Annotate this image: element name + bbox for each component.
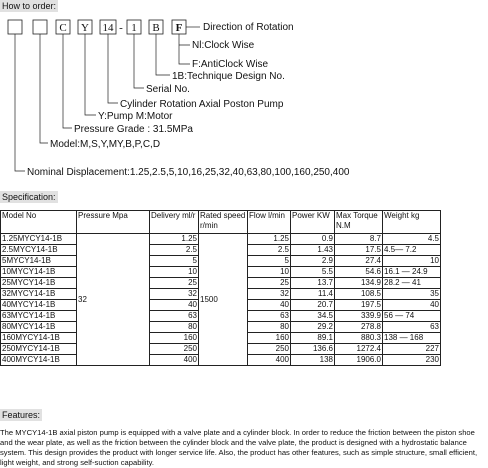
cell-model: 40MYCY14-1B — [1, 300, 77, 311]
cell-delivery: 160 — [150, 333, 199, 344]
cell-flow: 5 — [248, 256, 291, 267]
cell-delivery: 10 — [150, 267, 199, 278]
cell-torque: 278.8 — [335, 322, 383, 333]
cell-delivery: 80 — [150, 322, 199, 333]
features-heading: Features: — [2, 410, 41, 420]
cell-power: 0.9 — [291, 234, 335, 245]
header-delivery: Delivery ml/r — [150, 211, 199, 234]
code-box-model — [33, 20, 47, 34]
annotation-direction: Direction of Rotation — [203, 22, 294, 33]
cell-torque: 8.7 — [335, 234, 383, 245]
code-box-c-text: C — [59, 22, 67, 34]
cell-weight: 63 — [383, 322, 441, 333]
cell-power: 13.7 — [291, 278, 335, 289]
cell-delivery: 250 — [150, 344, 199, 355]
cell-flow: 1.25 — [248, 234, 291, 245]
annotation-serial: Serial No. — [146, 84, 190, 95]
cell-weight: 230 — [383, 355, 441, 366]
cell-model: 5MYCY14-1B — [1, 256, 77, 267]
cell-weight: 56 — 74 — [383, 311, 441, 322]
cell-power: 20.7 — [291, 300, 335, 311]
cell-power: 136.6 — [291, 344, 335, 355]
cell-model: 10MYCY14-1B — [1, 267, 77, 278]
cell-flow: 25 — [248, 278, 291, 289]
code-separator: - — [119, 22, 123, 34]
cell-torque: 108.5 — [335, 289, 383, 300]
header-max-torque: Max Torque N.M — [335, 211, 383, 234]
specification-table — [0, 210, 441, 366]
cell-model: 25MYCY14-1B — [1, 278, 77, 289]
header-weight: Weight kg — [383, 211, 441, 234]
cell-flow: 10 — [248, 267, 291, 278]
cell-delivery: 32 — [150, 289, 199, 300]
cell-pressure: 32 — [77, 234, 150, 366]
cell-torque: 54.6 — [335, 267, 383, 278]
cell-delivery: 1.25 — [150, 234, 199, 245]
cell-weight: 4.5— 7.2 — [383, 245, 441, 256]
cell-model: 80MYCY14-1B — [1, 322, 77, 333]
cell-weight: 16.1 — 24.9 — [383, 267, 441, 278]
cell-weight: 40 — [383, 300, 441, 311]
cell-power: 29.2 — [291, 322, 335, 333]
header-power: Power KW — [291, 211, 335, 234]
leader-technique — [156, 34, 170, 75]
cell-torque: 17.5 — [335, 245, 383, 256]
annotation-model: Model:M,S,Y,MY,B,P,C,D — [50, 139, 161, 150]
cell-delivery: 25 — [150, 278, 199, 289]
cell-torque: 134.9 — [335, 278, 383, 289]
leader-pressure — [63, 34, 72, 128]
leader-pump — [85, 34, 96, 115]
cell-power: 11.4 — [291, 289, 335, 300]
cell-torque: 27.4 — [335, 256, 383, 267]
leader-serial — [134, 34, 144, 88]
annotation-displacement: Nominal Displacement:1.25,2.5,5,10,16,25,32,40,63,80,100,160,250,400 — [27, 167, 350, 178]
cell-torque: 339.9 — [335, 311, 383, 322]
cell-power: 34.5 — [291, 311, 335, 322]
model-code-diagram — [0, 12, 488, 187]
annotation-technique: 1B:Technique Design No. — [172, 71, 285, 82]
cell-delivery: 2.5 — [150, 245, 199, 256]
cell-model: 250MYCY14-1B — [1, 344, 77, 355]
cell-model: 32MYCY14-1B — [1, 289, 77, 300]
cell-weight: 35 — [383, 289, 441, 300]
leader-nl-f — [179, 34, 190, 64]
cell-weight: 10 — [383, 256, 441, 267]
header-flow: Flow l/min — [248, 211, 291, 234]
cell-flow: 400 — [248, 355, 291, 366]
cell-flow: 32 — [248, 289, 291, 300]
cell-power: 1.43 — [291, 245, 335, 256]
cell-model: 160MYCY14-1B — [1, 333, 77, 344]
features-description: The MYCY14-1B axial piston pump is equipped with a valve plate and a cylinder block. In order to reduce the friction between the piston shoe and the wear plate, as well as the friction between the cylinder block and the valve plate, the product is designed with a hydrostatic balance system. This design provides the product with longer service life. Also, the product has other features, such as simple structure, small efficient, light weight, and strong self-suction capability. — [0, 428, 478, 467]
code-box-1-text: 1 — [131, 22, 137, 34]
cell-model: 1.25MYCY14-1B — [1, 234, 77, 245]
cell-flow: 2.5 — [248, 245, 291, 256]
table-row — [1, 234, 441, 245]
header-model-no: Model No — [1, 211, 77, 234]
code-box-displacement — [8, 20, 22, 34]
leader-model — [40, 34, 48, 143]
header-pressure: Pressure Mpa — [77, 211, 150, 234]
cell-weight: 138 — 168 — [383, 333, 441, 344]
cell-weight: 4.5 — [383, 234, 441, 245]
cell-power: 5.5 — [291, 267, 335, 278]
cell-power: 2.9 — [291, 256, 335, 267]
annotation-pressure: Pressure Grade : 31.5MPa — [74, 124, 193, 135]
annotation-nl: Nl:Clock Wise — [192, 40, 255, 51]
code-box-f-text: F — [175, 22, 183, 34]
cell-weight: 28.2 — 41 — [383, 278, 441, 289]
cell-flow: 40 — [248, 300, 291, 311]
how-to-order-heading: How to order: — [2, 1, 57, 11]
annotation-pump: Y:Pump M:Motor — [98, 111, 173, 122]
cell-delivery: 400 — [150, 355, 199, 366]
specification-heading: Specification: — [2, 192, 56, 202]
cell-delivery: 63 — [150, 311, 199, 322]
code-box-y-text: Y — [81, 22, 89, 34]
cell-power: 138 — [291, 355, 335, 366]
cell-flow: 63 — [248, 311, 291, 322]
cell-weight: 227 — [383, 344, 441, 355]
cell-model: 2.5MYCY14-1B — [1, 245, 77, 256]
cell-flow: 80 — [248, 322, 291, 333]
cell-torque: 880.3 — [335, 333, 383, 344]
cell-delivery: 40 — [150, 300, 199, 311]
cell-power: 89.1 — [291, 333, 335, 344]
leader-cylinder — [108, 34, 118, 103]
cell-rated-speed: 1500 — [199, 234, 248, 366]
cell-torque: 197.5 — [335, 300, 383, 311]
header-rated-speed: Rated speed r/min — [199, 211, 248, 234]
cell-delivery: 5 — [150, 256, 199, 267]
table-header-row — [1, 211, 441, 234]
cell-flow: 160 — [248, 333, 291, 344]
cell-model: 400MYCY14-1B — [1, 355, 77, 366]
cell-torque: 1906.0 — [335, 355, 383, 366]
cell-torque: 1272.4 — [335, 344, 383, 355]
annotation-f: F:AntiClock Wise — [192, 59, 269, 70]
annotation-cylinder: Cylinder Rotation Axial Poston Pump — [120, 99, 284, 110]
code-box-b-text: B — [152, 22, 160, 34]
code-box-14-text: 14 — [102, 22, 114, 34]
cell-flow: 250 — [248, 344, 291, 355]
leader-displacement — [15, 34, 25, 171]
cell-model: 63MYCY14-1B — [1, 311, 77, 322]
